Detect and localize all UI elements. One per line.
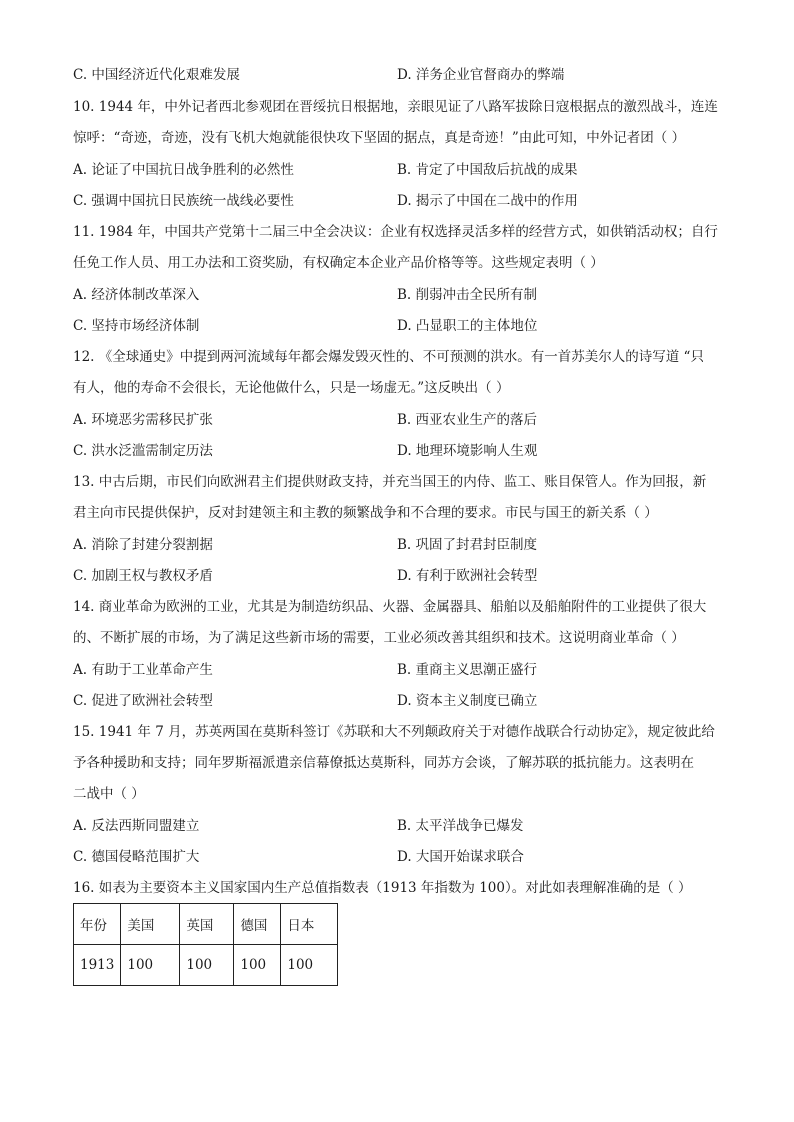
q15-option-d: D. 大国开始谋求联合 bbox=[397, 849, 524, 865]
table-cell: 100 bbox=[121, 945, 180, 986]
q15-options-row-1 bbox=[73, 815, 733, 837]
q15-option-c: C. 德国侵略范围扩大 bbox=[73, 849, 200, 865]
q13-option-b: B. 巩固了封君封臣制度 bbox=[397, 537, 538, 553]
q16-stem-line-1: 16. 如表为主要资本主义国家国内生产总值指数表（1913 年指数为 100）。对此如表理解准确的是（ ） bbox=[73, 880, 692, 896]
q9-option-c: C. 中国经济近代化艰难发展 bbox=[73, 67, 240, 83]
q13-options-row-2 bbox=[73, 565, 733, 587]
q16-stem bbox=[73, 877, 723, 899]
q11-stem-line-2: 任免工作人员、用工办法和工资奖励，有权确定本企业产品价格等等。这些规定表明（ ） bbox=[73, 255, 604, 271]
q12-option-d: D. 地理环境影响人生观 bbox=[397, 443, 538, 459]
table-header-cell: 日本 bbox=[281, 904, 338, 945]
q10-option-b: B. 肯定了中国敌后抗战的成果 bbox=[397, 162, 578, 178]
q13-stem bbox=[73, 471, 723, 524]
q14-option-a: A. 有助于工业革命产生 bbox=[73, 662, 213, 678]
q13-option-a: A. 消除了封建分裂割据 bbox=[73, 537, 213, 553]
q15-options-row-2 bbox=[73, 846, 733, 868]
q11-option-b: B. 削弱冲击全民所有制 bbox=[397, 287, 538, 303]
q14-stem-line-1: 14. 商业革命为欧洲的工业，尤其是为制造纺织品、火器、金属器具、船舶以及船舶附件的工业提供了很大 bbox=[73, 599, 707, 615]
q15-option-a: A. 反法西斯同盟建立 bbox=[73, 818, 200, 834]
q12-options-row-1 bbox=[73, 409, 733, 431]
table-header-cell: 年份 bbox=[74, 904, 121, 945]
q14-option-d: D. 资本主义制度已确立 bbox=[397, 693, 538, 709]
q11-stem-line-1: 11. 1984 年，中国共产党第十二届三中全会决议：企业有权选择灵活多样的经营方式，如供销活动权；自行 bbox=[73, 224, 718, 240]
q10-stem-line-2: 惊呼：“奇迹，奇迹，没有飞机大炮就能很快攻下坚固的据点，真是奇迹！”由此可知，中外记者团（ ） bbox=[73, 130, 686, 146]
q10-stem-line-1: 10. 1944 年，中外记者西北参观团在晋绥抗日根据地，亲眼见证了八路军拔除日寇根据点的激烈战斗，连连 bbox=[73, 99, 718, 115]
q14-stem-line-2: 的、不断扩展的市场，为了满足这些新市场的需要，工业必须改善其组织和技术。这说明商业革命（ ） bbox=[73, 630, 685, 646]
table-row bbox=[74, 945, 338, 986]
q15-stem-line-1: 15. 1941 年 7 月，苏英两国在莫斯科签订《苏联和大不列颠政府关于对德作战联合行动协定》，规定彼此给 bbox=[73, 724, 715, 740]
table-header-cell: 美国 bbox=[121, 904, 180, 945]
q15-stem-line-3: 二战中（ ） bbox=[73, 786, 145, 802]
q10-options-row-1 bbox=[73, 159, 733, 181]
q13-option-c: C. 加剧王权与教权矛盾 bbox=[73, 568, 213, 584]
q12-stem-line-1: 12. 《全球通史》中提到两河流域每年都会爆发毁灭性的、不可预测的洪水。有一首苏美尔人的诗写道 “只 bbox=[73, 349, 704, 365]
q14-options-row-1 bbox=[73, 659, 733, 681]
q13-options-row-1 bbox=[73, 534, 733, 556]
gdp-index-table bbox=[73, 903, 338, 986]
q11-option-c: C. 坚持市场经济体制 bbox=[73, 318, 200, 334]
q11-options-row-2 bbox=[73, 315, 733, 337]
q15-stem-line-2: 予各种援助和支持；同年罗斯福派遣亲信幕僚抵达莫斯科，同苏方会谈，了解苏联的抵抗能力。这表明在 bbox=[73, 755, 694, 771]
q12-option-c: C. 洪水泛滥需制定历法 bbox=[73, 443, 213, 459]
q11-stem bbox=[73, 221, 723, 274]
q13-option-d: D. 有利于欧洲社会转型 bbox=[397, 568, 538, 584]
q13-stem-line-2: 君主向市民提供保护，反对封建领主和主教的频繁战争和不合理的要求。市民与国王的新关系（ ） bbox=[73, 505, 658, 521]
q15-stem bbox=[73, 721, 723, 805]
q10-option-a: A. 论证了中国抗日战争胜利的必然性 bbox=[73, 162, 294, 178]
table-cell: 100 bbox=[180, 945, 234, 986]
q9-option-d: D. 洋务企业官督商办的弊端 bbox=[397, 67, 565, 83]
q10-option-d: D. 揭示了中国在二战中的作用 bbox=[397, 193, 578, 209]
q14-option-c: C. 促进了欧洲社会转型 bbox=[73, 693, 213, 709]
q15-option-b: B. 太平洋战争已爆发 bbox=[397, 818, 524, 834]
q14-stem bbox=[73, 596, 723, 649]
q12-stem-line-2: 有人，他的寿命不会很长，无论他做什么，只是一场虚无。”这反映出（ ） bbox=[73, 380, 510, 396]
q14-option-b: B. 重商主义思潮正盛行 bbox=[397, 662, 538, 678]
table-header-cell: 英国 bbox=[180, 904, 234, 945]
q11-options-row-1 bbox=[73, 284, 733, 306]
q12-stem bbox=[73, 346, 723, 399]
table-header-cell: 德国 bbox=[234, 904, 281, 945]
q10-option-c: C. 强调中国抗日民族统一战线必要性 bbox=[73, 193, 294, 209]
q10-options-row-2 bbox=[73, 190, 733, 212]
q11-option-a: A. 经济体制改革深入 bbox=[73, 287, 200, 303]
table-header-row bbox=[74, 904, 338, 945]
table-cell: 100 bbox=[281, 945, 338, 986]
q13-stem-line-1: 13. 中古后期，市民们向欧洲君主们提供财政支持，并充当国王的内侍、监工、账目保管人。作为回报，新 bbox=[73, 474, 707, 490]
table-cell: 1913 bbox=[74, 945, 121, 986]
q12-options-row-2 bbox=[73, 440, 733, 462]
q12-option-b: B. 西亚农业生产的落后 bbox=[397, 412, 538, 428]
q14-options-row-2 bbox=[73, 690, 733, 712]
q11-option-d: D. 凸显职工的主体地位 bbox=[397, 318, 538, 334]
q12-option-a: A. 环境恶劣需移民扩张 bbox=[73, 412, 213, 428]
table-cell: 100 bbox=[234, 945, 281, 986]
q10-stem bbox=[73, 96, 723, 149]
q9-options-row-2 bbox=[73, 64, 733, 86]
